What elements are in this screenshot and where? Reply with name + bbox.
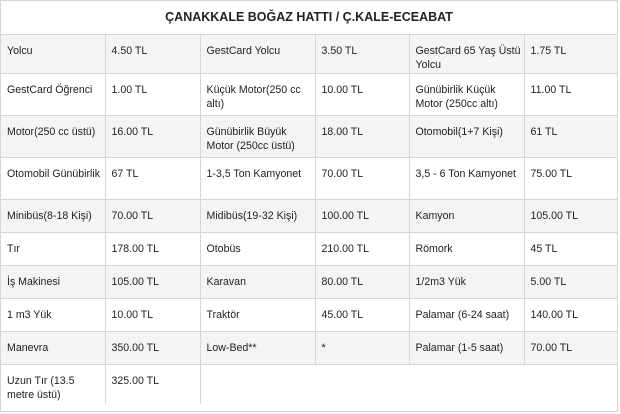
fare-type-cell: 1/2m3 Yük (409, 265, 524, 298)
fare-type-cell: Kamyon (409, 199, 524, 232)
fare-price-cell: 140.00 TL (524, 298, 618, 331)
fare-price-cell: 11.00 TL (524, 73, 618, 115)
fare-price-cell: 178.00 TL (105, 232, 200, 265)
fare-type-cell: Midibüs(19-32 Kişi) (200, 199, 315, 232)
fare-price-cell: 3.50 TL (315, 35, 409, 73)
table-row (1, 73, 618, 115)
fare-type-cell: Tır (1, 232, 105, 265)
fare-type-cell: 1-3,5 Ton Kamyonet (200, 157, 315, 199)
fare-price-cell: 75.00 TL (524, 157, 618, 199)
fare-price-cell: 18.00 TL (315, 115, 409, 157)
table-row (1, 199, 618, 232)
fare-type-cell: Manevra (1, 331, 105, 364)
fare-type-cell: Karavan (200, 265, 315, 298)
table-row (1, 265, 618, 298)
fare-price-cell: 1.00 TL (105, 73, 200, 115)
fare-type-cell: GestCard 65 Yaş Üstü Yolcu (409, 35, 524, 73)
fare-type-cell: Minibüs(8-18 Kişi) (1, 199, 105, 232)
table-row (1, 35, 618, 73)
table-row (1, 298, 618, 331)
fare-price-cell: 105.00 TL (524, 199, 618, 232)
fare-type-cell: Uzun Tır (13.5 metre üstü) (1, 364, 105, 404)
fare-price-cell: 45.00 TL (315, 298, 409, 331)
fare-type-cell: 1 m3 Yük (1, 298, 105, 331)
fare-type-cell: GestCard Öğrenci (1, 73, 105, 115)
fare-price-cell: 350.00 TL (105, 331, 200, 364)
fare-price-cell: 67 TL (105, 157, 200, 199)
fare-type-cell: Low-Bed** (200, 331, 315, 364)
fare-price-cell: 10.00 TL (105, 298, 200, 331)
fare-type-cell: Yolcu (1, 35, 105, 73)
fare-price-cell: 70.00 TL (315, 157, 409, 199)
table-row (1, 232, 618, 265)
fare-price-cell: 210.00 TL (315, 232, 409, 265)
fare-type-cell: GestCard Yolcu (200, 35, 315, 73)
fare-table (1, 35, 618, 404)
fare-type-cell: Römork (409, 232, 524, 265)
fare-price-cell: 105.00 TL (105, 265, 200, 298)
table-title: ÇANAKKALE BOĞAZ HATTI / Ç.KALE-ECEABAT (1, 1, 617, 35)
fare-type-cell: Günübirlik Küçük Motor (250cc altı) (409, 73, 524, 115)
fare-type-cell: Otomobil(1+7 Kişi) (409, 115, 524, 157)
fare-price-cell: 70.00 TL (105, 199, 200, 232)
table-row (1, 364, 618, 404)
fare-type-cell: Motor(250 cc üstü) (1, 115, 105, 157)
fare-type-cell: Traktör (200, 298, 315, 331)
fare-price-cell: 325.00 TL (105, 364, 200, 404)
fare-table-body (1, 35, 618, 404)
fare-price-cell: * (315, 331, 409, 364)
empty-cell (200, 364, 409, 404)
fare-price-cell: 10.00 TL (315, 73, 409, 115)
fare-type-cell: Otomobil Günübirlik (1, 157, 105, 199)
fare-type-cell: 3,5 - 6 Ton Kamyonet (409, 157, 524, 199)
fare-price-cell: 4.50 TL (105, 35, 200, 73)
fare-price-cell: 70.00 TL (524, 331, 618, 364)
table-row (1, 115, 618, 157)
fare-type-cell: Palamar (1-5 saat) (409, 331, 524, 364)
fare-price-cell: 1.75 TL (524, 35, 618, 73)
fare-price-cell: 80.00 TL (315, 265, 409, 298)
empty-cell (409, 364, 618, 404)
table-row (1, 157, 618, 199)
fare-type-cell: İş Makinesi (1, 265, 105, 298)
fare-price-cell: 45 TL (524, 232, 618, 265)
fare-price-cell: 61 TL (524, 115, 618, 157)
fare-type-cell: Palamar (6-24 saat) (409, 298, 524, 331)
fare-type-cell: Otobüs (200, 232, 315, 265)
fare-type-cell: Günübirlik Büyük Motor (250cc üstü) (200, 115, 315, 157)
fare-price-cell: 100.00 TL (315, 199, 409, 232)
fare-type-cell: Küçük Motor(250 cc altı) (200, 73, 315, 115)
fare-price-cell: 5.00 TL (524, 265, 618, 298)
table-row (1, 331, 618, 364)
fare-price-cell: 16.00 TL (105, 115, 200, 157)
